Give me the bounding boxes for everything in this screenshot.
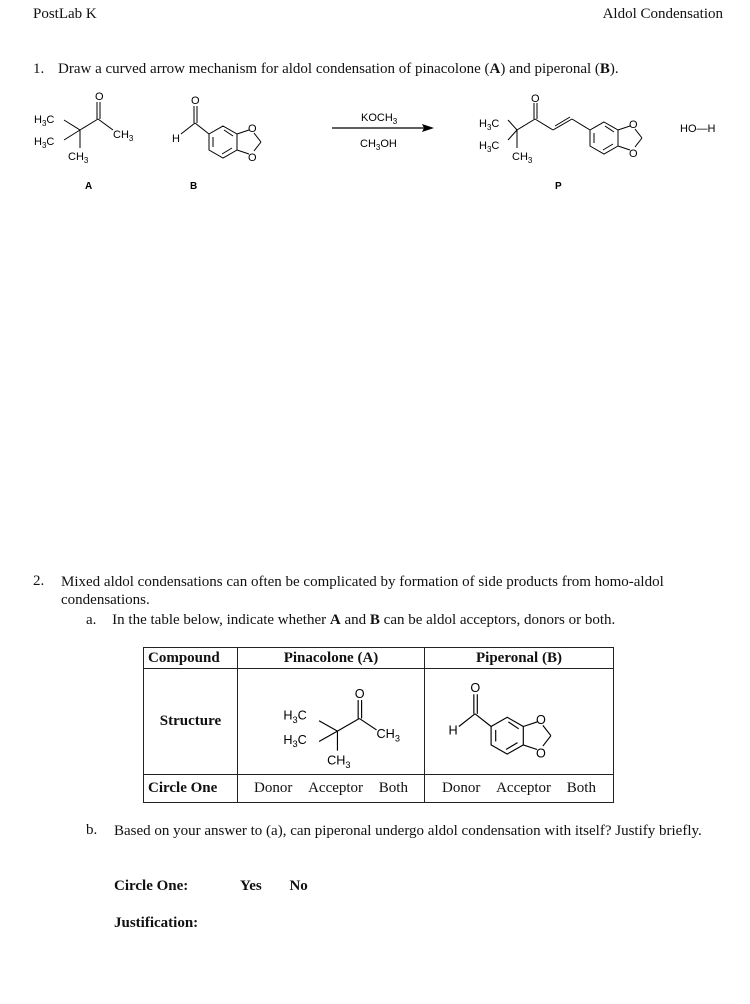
row-structure-label: Structure bbox=[144, 669, 238, 775]
q2a-letter: a. bbox=[86, 612, 97, 628]
svg-text:O: O bbox=[470, 681, 481, 695]
label-a: A bbox=[85, 181, 93, 192]
header-left: PostLab K bbox=[33, 6, 97, 22]
reaction-scheme bbox=[0, 90, 750, 210]
q2a-b: B bbox=[369, 612, 380, 628]
q2-number: 2. bbox=[33, 573, 45, 589]
q2b-letter: b. bbox=[86, 822, 98, 838]
svg-text:CH3: $CH_3$ bbox=[512, 151, 533, 165]
q1-text-mid: ) and piperonal ( bbox=[500, 61, 600, 77]
q1-text-post: ). bbox=[609, 61, 619, 77]
circle-one-label: Circle One: bbox=[114, 878, 189, 894]
q2a-a: A bbox=[329, 612, 341, 628]
svg-text:CH3: $CH_3$ bbox=[376, 727, 400, 744]
piperonal-table-structure bbox=[429, 669, 609, 769]
pinacolone-structure bbox=[34, 91, 134, 165]
option-acceptor-a[interactable]: Acceptor bbox=[308, 780, 364, 796]
option-acceptor-b[interactable]: Acceptor bbox=[496, 780, 552, 796]
question-1 bbox=[33, 61, 619, 78]
reagent-bottom: $CH_3OH$ bbox=[360, 138, 397, 152]
svg-text:H3C: $H_3C$ bbox=[479, 140, 500, 154]
th-compound: Compound bbox=[144, 648, 238, 669]
svg-text:O: O bbox=[531, 93, 540, 105]
question-2a bbox=[86, 612, 615, 629]
justification-label: Justification: bbox=[114, 915, 199, 931]
donor-acceptor-table bbox=[143, 647, 614, 803]
svg-text:H: H bbox=[448, 723, 458, 738]
options-pinacolone bbox=[238, 775, 425, 803]
question-2b bbox=[86, 822, 706, 840]
th-pinacolone: Pinacolone (A) bbox=[238, 648, 425, 669]
svg-text:H3C: $H_3C$ bbox=[479, 118, 500, 132]
label-p: P bbox=[555, 181, 562, 192]
cell-piperonal-structure bbox=[425, 669, 614, 775]
q1-text-pre: Draw a curved arrow mechanism for aldol condensation of pinacolone ( bbox=[58, 61, 490, 77]
reagent-top: $KOCH_3$ bbox=[361, 112, 398, 126]
option-both-b[interactable]: Both bbox=[566, 780, 596, 796]
row-circle-label: Circle One bbox=[144, 775, 238, 803]
pinacolone-table-structure bbox=[242, 669, 420, 769]
option-donor-b[interactable]: Donor bbox=[442, 780, 481, 796]
option-donor-a[interactable]: Donor bbox=[254, 780, 293, 796]
q2a-text-post: can be aldol acceptors, donors or both. bbox=[379, 612, 616, 628]
product-structure bbox=[479, 93, 642, 165]
header-right: Aldol Condensation bbox=[602, 6, 723, 22]
option-both-a[interactable]: Both bbox=[378, 780, 408, 796]
byproduct: HO—H bbox=[680, 123, 716, 135]
q2a-text-pre: In the table below, indicate whether bbox=[112, 612, 330, 628]
circle-one-row bbox=[114, 878, 308, 895]
q2b-text: Based on your answer to (a), can piperonal undergo aldol condensation with itself? Justify briefly. bbox=[114, 823, 702, 839]
svg-text:O: O bbox=[191, 95, 200, 107]
q1-a: A bbox=[489, 61, 501, 77]
question-2 bbox=[33, 573, 723, 609]
q2-text: Mixed aldol condensations can often be complicated by formation of side products from homo-aldol condensations. bbox=[61, 574, 664, 608]
cell-pinacolone-structure bbox=[238, 669, 425, 775]
svg-text:H3C: $H_3C$ bbox=[283, 732, 307, 750]
q1-b: B bbox=[599, 61, 610, 77]
th-piperonal: Piperonal (B) bbox=[425, 648, 614, 669]
svg-text:O: O bbox=[354, 686, 365, 701]
svg-text:CH3: $CH_3$ bbox=[327, 753, 351, 769]
option-no[interactable]: No bbox=[289, 878, 308, 894]
piperonal-structure bbox=[172, 95, 261, 164]
option-yes[interactable]: Yes bbox=[240, 878, 262, 894]
reaction-arrow bbox=[332, 124, 434, 132]
q1-number: 1. bbox=[33, 61, 45, 77]
label-b: B bbox=[190, 181, 198, 192]
svg-text:H3C: $H_3C$ bbox=[283, 708, 307, 726]
q2a-text-mid: and bbox=[340, 612, 370, 628]
options-piperonal bbox=[425, 775, 614, 803]
svg-text:H: H bbox=[172, 133, 180, 145]
